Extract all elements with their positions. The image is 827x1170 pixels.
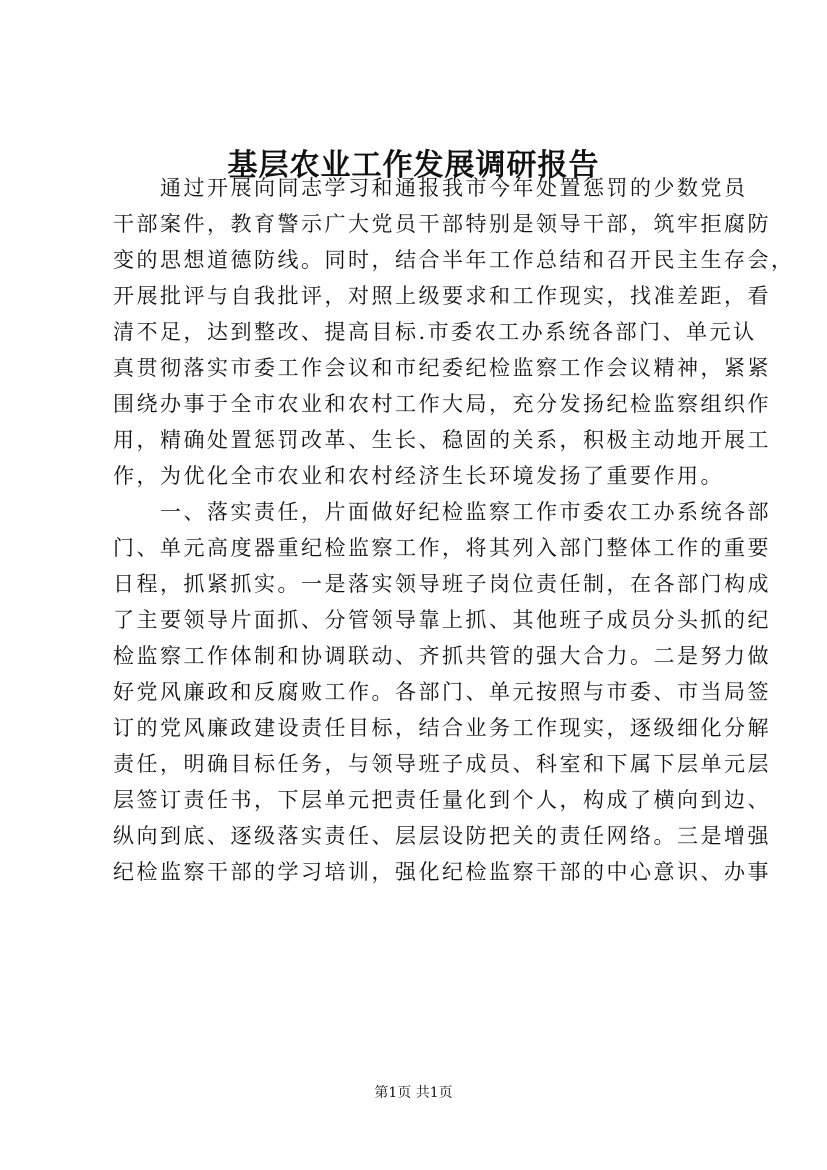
body-line-1: 通过开展向同志学习和通报我市今年处置惩罚的少数党员 xyxy=(113,176,748,200)
body-line-2: 干部案件，教育警示广大党员干部特别是领导干部，筑牢拒腐防 xyxy=(113,212,771,236)
body-line-8: 用，精确处置惩罚改革、生长、稳固的关系，积极主动地开展工 xyxy=(113,428,771,452)
body-line-12: 日程，抓紧抓实。一是落实领导班子岗位责任制，在各部门构成 xyxy=(113,572,771,596)
body-line-13: 了主要领导片面抓、分管领导靠上抓、其他班子成员分头抓的纪 xyxy=(113,608,771,632)
body-line-18: 层签订责任书，下层单元把责任量化到个人，构成了横向到边、 xyxy=(113,788,771,812)
page-number-footer: 第1页 共1页 xyxy=(374,1085,453,1101)
body-line-11: 门、单元高度器重纪检监察工作，将其列入部门整体工作的重要 xyxy=(113,536,771,560)
body-line-9: 作，为优化全市农业和农村经济生长环境发扬了重要作用。 xyxy=(113,464,724,488)
body-line-17: 责任，明确目标任务，与领导班子成员、科室和下属下层单元层 xyxy=(113,752,771,776)
body-line-3: 变的思想道德防线。同时，结合半年工作总结和召开民主生存会， xyxy=(113,248,795,272)
body-line-15: 好党风廉政和反腐败工作。各部门、单元按照与市委、市当局签 xyxy=(113,680,771,704)
body-line-10: 一、落实责任，片面做好纪检监察工作市委农工办系统各部 xyxy=(113,500,771,524)
body-line-6: 真贯彻落实市委工作会议和市纪委纪检监察工作会议精神，紧紧 xyxy=(113,356,771,380)
body-line-7: 围绕办事于全市农业和农村工作大局，充分发扬纪检监察组织作 xyxy=(113,392,771,416)
document-title: 基层农业工作发展调研报告 xyxy=(227,148,600,183)
body-line-20: 纪检监察干部的学习培训，强化纪检监察干部的中心意识、办事 xyxy=(113,860,771,884)
body-line-4: 开展批评与自我批评，对照上级要求和工作现实，找准差距，看 xyxy=(113,284,771,308)
body-line-19: 纵向到底、逐级落实责任、层层设防把关的责任网络。三是增强 xyxy=(113,824,771,848)
body-line-5: 清不足，达到整改、提高目标.市委农工办系统各部门、单元认 xyxy=(113,320,757,344)
body-line-16: 订的党风廉政建设责任目标，结合业务工作现实，逐级细化分解 xyxy=(113,716,771,740)
document-body xyxy=(113,170,795,890)
body-line-14: 检监察工作体制和协调联动、齐抓共管的强大合力。二是努力做 xyxy=(113,644,771,668)
